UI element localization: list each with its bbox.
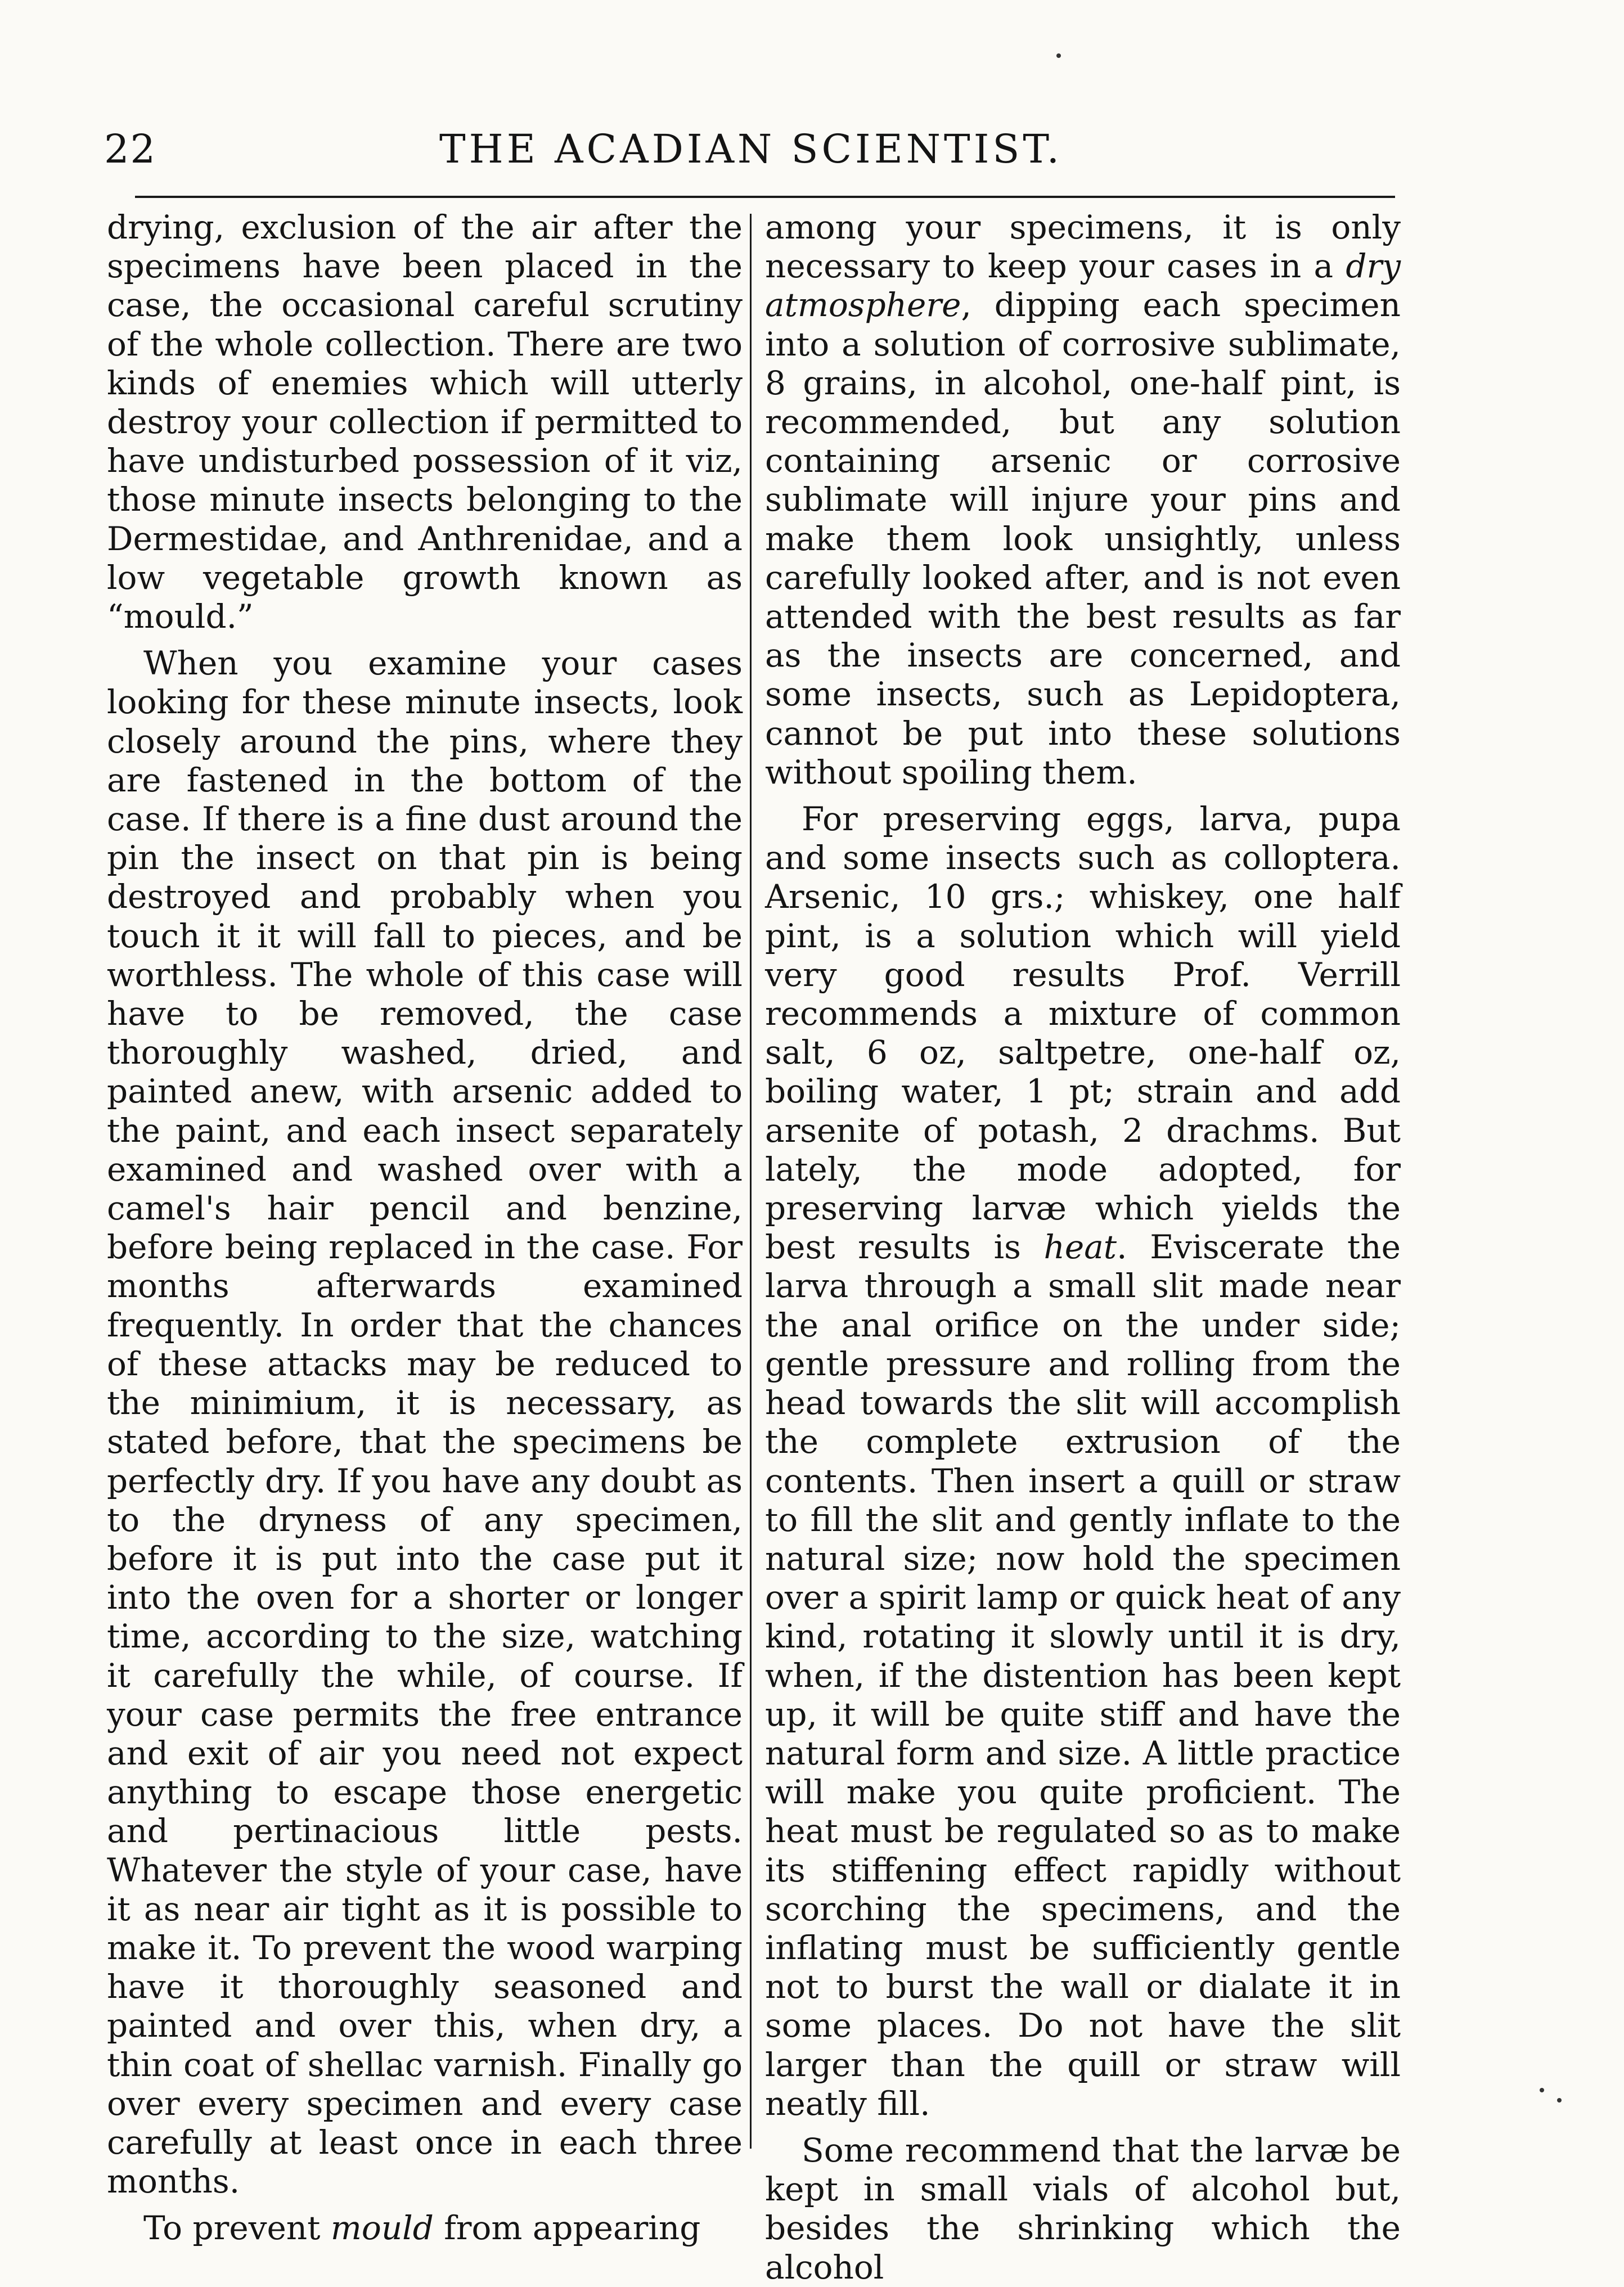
column-divider [750,214,752,2149]
right-paragraph-2-text-b: . Eviscerate the larva through a small slit made near the anal orifice on the under side; gentle pressure and rolling from the head towards the slit will accomplish the complete extrusion of the contents. Then insert a quill or straw to fill the slit and gently inflate to the natural size; now hold the specimen over a spirit lamp or quick heat of any kind, rotating it slowly until it is dry, when, if the distention has been kept up, it will be quite stiff and have the natural form and size. A little practice will make you quite proficient. The heat must be regulated so as to make its stiffening effect rapidly without scorching the specimens, and the inflating must be sufficiently gentle not to burst the wall or dialate it in some places. Do not have the slit larger than the quill or straw will neatly fill. [765,1228,1401,2123]
right-paragraph-2-emphasis: heat [1043,1228,1117,1267]
left-paragraph-3-text-b: from appearing [433,2209,701,2248]
right-paragraph-1-emphasis: dry atmosphere [765,247,1401,325]
ink-speck [1557,2098,1562,2103]
right-paragraph-3: Some recommend that the larvæ be kept in small vials of alcohol but, besides the shrinking which the alcohol [765,2131,1401,2286]
header-rule [135,196,1395,198]
right-paragraph-2 [765,800,1401,2123]
journal-title: THE ACADIAN SCIENTIST. [439,126,1063,172]
left-paragraph-3-emphasis: mould [330,2209,434,2248]
left-paragraph-2: When you examine your cases looking for these minute insects, look closely around the pins, where they are fastened in the bottom of the case. If there is a fine dust around the pin the insect on that pin is being destroyed and probably when you touch it it will fall to pieces, and be worthless. The whole of this case will have to be removed, the case thoroughly washed, dried, and painted anew, with arsenic added to the paint, and each insect separately examined and washed over with a camel's hair pencil and benzine, before being replaced in the case. For months afterwards examined frequently. In order that the chances of these attacks may be reduced to the minimium, it is necessary, as stated before, that the specimens be perfectly dry. If you have any doubt as to the dryness of any specimen, before it is put into the case put it into the oven for a shorter or longer time, according to the size, watching it carefully the while, of course. If your case permits the free entrance and exit of air you need not expect anything to escape those energetic and pertinacious little pests. Whatever the style of your case, have it as near air tight as it is possible to make it. To prevent the wood warping have it thoroughly seasoned and painted and over this, when dry, a thin coat of shellac varnish. Finally go over every specimen and every case carefully at least once in each three months. [107,644,743,2201]
page-header [104,124,1398,186]
left-paragraph-1: drying, exclusion of the air after the specimens have been placed in the case, the occasional careful scrutiny of the whole collection. There are two kinds of enemies which will utterly destroy your collection if permitted to have undisturbed possession of it viz, those minute insects belonging to the Dermestidae, and Anthrenidae, and a low vegetable growth known as “mould.” [107,208,743,636]
right-paragraph-1-text-a: among your specimens, it is only necessary to keep your cases in a [765,208,1401,286]
ink-speck [1056,53,1061,58]
left-paragraph-3-text-a: To prevent [143,2209,331,2248]
right-column [765,208,1401,2287]
right-paragraph-1 [765,208,1401,792]
left-column [107,208,743,2248]
page-number: 22 [104,126,157,172]
left-paragraph-3 [107,2209,743,2248]
ink-speck [1540,2088,1544,2092]
right-paragraph-2-text-a: For preserving eggs, larva, pupa and some insects such as colloptera. Arsenic, 10 grs.; whiskey, one half pint, is a solution which will yield very good results Prof. Verrill recommends a mixture of common salt, 6 oz, saltpetre, one-half oz, boiling water, 1 pt; strain and add arsenite of potash, 2 drachms. But lately, the mode adopted, for preserving larvæ which yields the best results is [765,800,1401,1267]
right-paragraph-1-text-b: , dipping each specimen into a solution of corrosive sublimate, 8 grains, in alcohol, one-half pint, is recommended, but any solution containing arsenic or corrosive sublimate will injure your pins and make them look unsightly, unless carefully looked after, and is not even attended with the best results as far as the insects are concerned, and some insects, such as Lepidoptera, cannot be put into these solutions without spoiling them. [765,286,1401,791]
